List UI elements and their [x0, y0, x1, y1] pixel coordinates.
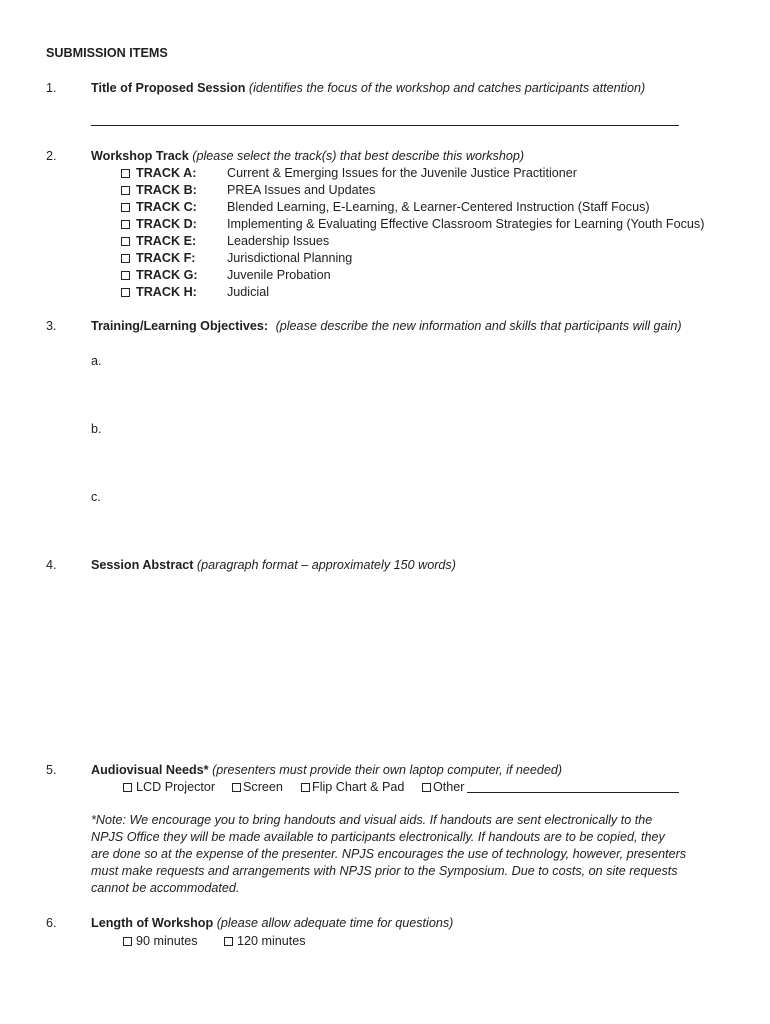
av-option-label: LCD Projector	[136, 780, 216, 794]
av-note-line: are done so at the expense of the presenter. NPJS encourages the use of technology, however, presenters	[91, 847, 687, 861]
track-description: Blended Learning, E-Learning, & Learner-Centered Instruction (Staff Focus)	[227, 200, 650, 214]
item-3-hint: (please describe the new information and skills that participants will gain)	[275, 319, 682, 333]
track-code: TRACK E:	[136, 234, 197, 248]
item-2-label: Workshop Track	[91, 149, 189, 163]
item-6-hint: (please allow adequate time for questions)	[216, 916, 454, 930]
item-5-hint: (presenters must provide their own laptop computer, if needed)	[212, 763, 563, 777]
checkbox-icon[interactable]	[121, 186, 130, 195]
av-note-line: NPJS Office they will be made available to participants electronically. If handouts are to be copied, they	[91, 830, 665, 844]
track-row[interactable]	[121, 284, 197, 300]
track-row[interactable]	[121, 199, 197, 215]
track-row[interactable]	[121, 165, 196, 181]
track-code: TRACK G:	[136, 268, 198, 282]
av-option-other[interactable]	[422, 779, 465, 795]
item-2-title	[91, 148, 524, 164]
item-1-title	[91, 80, 645, 96]
item-4-number: 4.	[46, 558, 57, 572]
item-6-number: 6.	[46, 916, 57, 930]
track-code: TRACK A:	[136, 166, 197, 180]
item-6-label: Length of Workshop	[91, 916, 214, 930]
item-1-number: 1.	[46, 81, 57, 95]
checkbox-icon[interactable]	[301, 783, 310, 792]
item-4-title	[91, 557, 456, 573]
track-row[interactable]	[121, 182, 197, 198]
track-row[interactable]	[121, 250, 195, 266]
item-2-number: 2.	[46, 149, 57, 163]
track-code: TRACK B:	[136, 183, 197, 197]
objective-a-label: a.	[91, 354, 102, 368]
av-note-line: must make requests and arrangements with NPJS prior to the Symposium. Due to costs, on site requests	[91, 864, 678, 878]
item-5-label: Audiovisual Needs*	[91, 763, 209, 777]
item-2-hint: (please select the track(s) that best describe this workshop)	[192, 149, 525, 163]
checkbox-icon[interactable]	[123, 783, 132, 792]
item-1-label: Title of Proposed Session	[91, 81, 246, 95]
checkbox-icon[interactable]	[121, 271, 130, 280]
av-other-field[interactable]	[467, 792, 679, 793]
checkbox-icon[interactable]	[422, 783, 431, 792]
track-description: Judicial	[227, 285, 269, 299]
objective-b-label: b.	[91, 422, 102, 436]
checkbox-icon[interactable]	[123, 937, 132, 946]
checkbox-icon[interactable]	[121, 237, 130, 246]
checkbox-icon[interactable]	[232, 783, 241, 792]
track-description: PREA Issues and Updates	[227, 183, 376, 197]
av-option-flipchart[interactable]	[301, 779, 404, 795]
session-title-field[interactable]	[91, 125, 679, 126]
av-option-label: Screen	[243, 780, 283, 794]
length-option-120[interactable]	[224, 933, 306, 949]
item-4-hint: (paragraph format – approximately 150 words)	[196, 558, 456, 572]
checkbox-icon[interactable]	[224, 937, 233, 946]
length-option-90[interactable]	[123, 933, 198, 949]
track-row[interactable]	[121, 216, 197, 232]
checkbox-icon[interactable]	[121, 220, 130, 229]
av-option-label: Other	[433, 780, 465, 794]
item-4-label: Session Abstract	[91, 558, 194, 572]
track-code: TRACK F:	[136, 251, 196, 265]
checkbox-icon[interactable]	[121, 254, 130, 263]
item-5-number: 5.	[46, 763, 57, 777]
av-note	[91, 812, 691, 897]
track-code: TRACK H:	[136, 285, 197, 299]
section-heading: SUBMISSION ITEMS	[46, 46, 168, 60]
av-note-line: *Note: We encourage you to bring handouts and visual aids. If handouts are sent electronically to the	[91, 813, 653, 827]
item-3-title	[91, 318, 682, 334]
track-row[interactable]	[121, 267, 198, 283]
checkbox-icon[interactable]	[121, 203, 130, 212]
checkbox-icon[interactable]	[121, 288, 130, 297]
av-option-label: Flip Chart & Pad	[312, 780, 405, 794]
track-description: Leadership Issues	[227, 234, 330, 248]
track-description: Jurisdictional Planning	[227, 251, 353, 265]
checkbox-icon[interactable]	[121, 169, 130, 178]
track-description: Implementing & Evaluating Effective Classroom Strategies for Learning (Youth Focus)	[227, 217, 705, 231]
track-code: TRACK C:	[136, 200, 197, 214]
av-note-line: cannot be accommodated.	[91, 881, 240, 895]
av-option-screen[interactable]	[232, 779, 283, 795]
item-5-title	[91, 762, 562, 778]
item-3-label: Training/Learning Objectives:	[91, 319, 269, 333]
track-description: Current & Emerging Issues for the Juvenile Justice Practitioner	[227, 166, 577, 180]
item-6-title	[91, 915, 453, 931]
track-row[interactable]	[121, 233, 196, 249]
objective-c-label: c.	[91, 490, 101, 504]
track-description: Juvenile Probation	[227, 268, 331, 282]
item-3-number: 3.	[46, 319, 57, 333]
item-1-hint: (identifies the focus of the workshop and catches participants attention)	[248, 81, 646, 95]
track-code: TRACK D:	[136, 217, 197, 231]
length-option-label: 90 minutes	[136, 934, 198, 948]
av-option-lcd[interactable]	[123, 779, 215, 795]
length-option-label: 120 minutes	[237, 934, 306, 948]
